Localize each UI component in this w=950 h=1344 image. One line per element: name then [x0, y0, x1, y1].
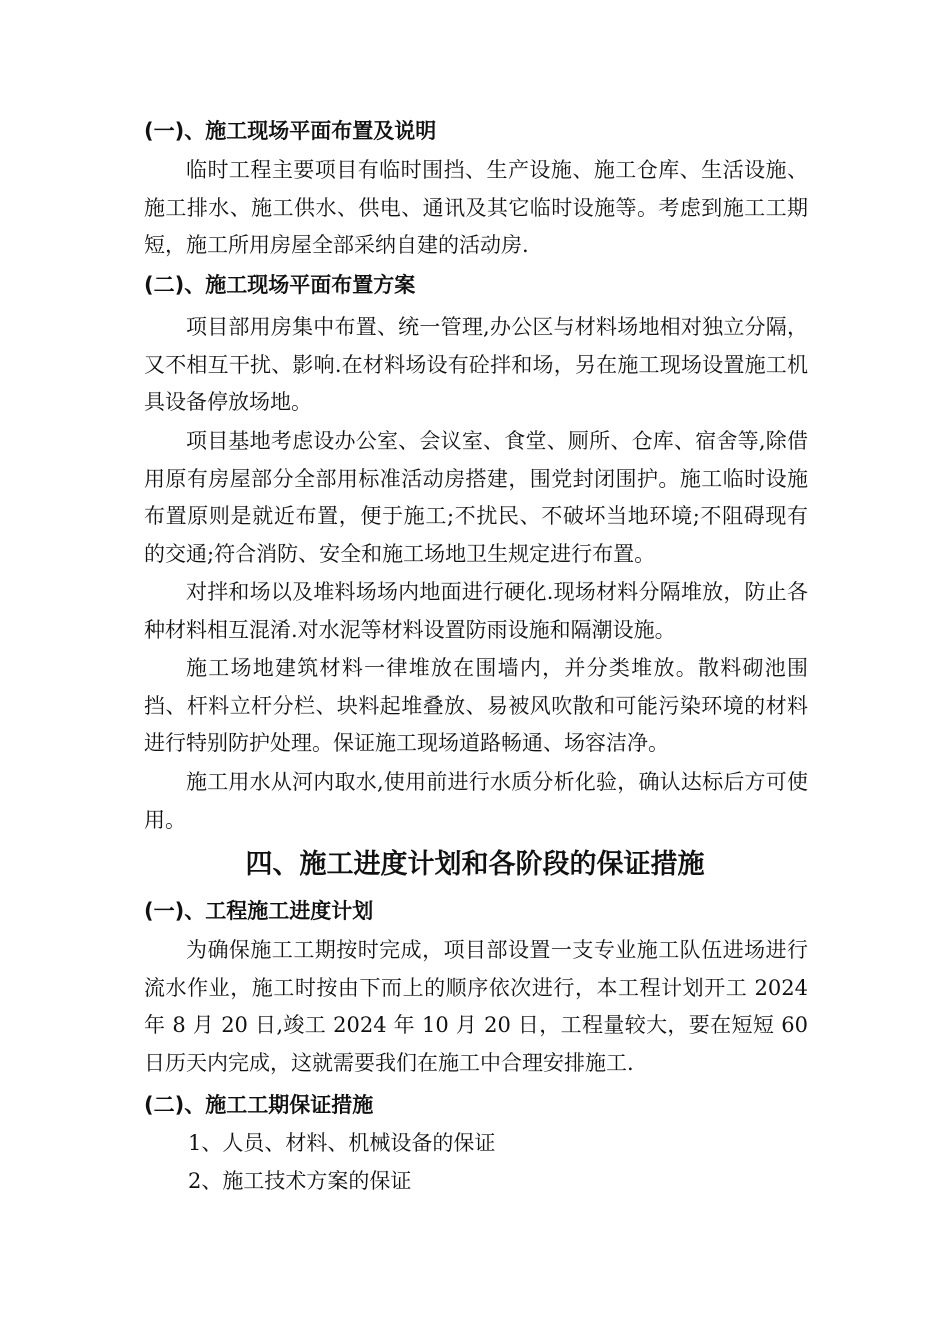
paragraph-schedule-plan: 为确保施工工期按时完成，项目部设置一支专业施工队伍进场进行流水作业，施工时按由下而上的顺序依次进行，本工程计划开工 2024 年 8 月 20 日,竣工 2024 年 10 月 20 日，工程量较大，要在短短 60 日历天内完成，这就需要我们在施工中合理安排施工. [144, 938, 808, 1075]
section-heading-schedule-plan: (一)、工程施工进度计划 [144, 899, 374, 923]
paragraph-water-supply: 施工用水从河内取水,使用前进行水质分析化验，确认达标后方可使用。 [144, 770, 808, 832]
paragraph-project-housing: 项目部用房集中布置、统一管理,办公区与材料场地相对独立分隔，又不相互干扰、影响.在材料场设有砼拌和场，另在施工现场设置施工机具设备停放场地。 [144, 315, 808, 414]
section-heading-site-layout-description: (一)、施工现场平面布置及说明 [144, 119, 437, 143]
list-item-personnel-guarantee: 1、人员、材料、机械设备的保证 [188, 1131, 496, 1155]
paragraph-material-storage: 施工场地建筑材料一律堆放在围墙内，并分类堆放。散料砌池围挡、杆料立杆分栏、块料起堆叠放、易被风吹散和可能污染环境的材料进行特别防护处理。保证施工现场道路畅通、场容洁净。 [144, 656, 808, 755]
paragraph-base-facilities: 项目基地考虑设办公室、会议室、食堂、厕所、仓库、宿舍等,除借用原有房屋部分全部用标准活动房搭建，围党封闭围护。施工临时设施布置原则是就近布置，便于施工;不扰民、不破坏当地环境;不阻碍现有的交通;符合消防、安全和施工场地卫生规定进行布置。 [144, 429, 808, 566]
chapter-title-schedule: 四、施工进度计划和各阶段的保证措施 [245, 849, 705, 880]
paragraph-hardening: 对拌和场以及堆料场场内地面进行硬化.现场材料分隔堆放，防止各种材料相互混淆.对水泥等材料设置防雨设施和隔潮设施。 [144, 580, 808, 642]
section-heading-schedule-guarantee: (二)、施工工期保证措施 [144, 1093, 374, 1117]
list-item-technical-guarantee: 2、施工技术方案的保证 [188, 1169, 412, 1193]
paragraph-temporary-works: 临时工程主要项目有临时围挡、生产设施、施工仓库、生活设施、施工排水、施工供水、供电、通讯及其它临时设施等。考虑到施工工期短，施工所用房屋全部采纳自建的活动房. [144, 158, 808, 257]
section-heading-site-layout-plan: (二)、施工现场平面布置方案 [144, 273, 416, 297]
